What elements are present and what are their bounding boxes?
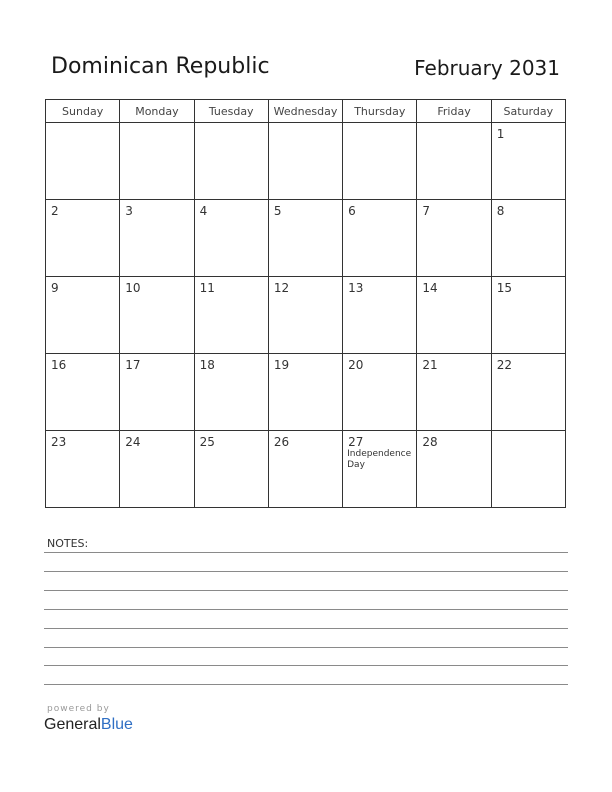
calendar-day-cell bbox=[491, 200, 565, 277]
day-number: 13 bbox=[348, 281, 364, 295]
notes-label: NOTES: bbox=[47, 537, 89, 550]
weekday-header: Monday bbox=[120, 100, 194, 123]
day-number: 24 bbox=[125, 435, 141, 449]
notes-line bbox=[44, 628, 568, 629]
day-number: 23 bbox=[51, 435, 67, 449]
day-number: 12 bbox=[273, 281, 290, 295]
calendar-week-row bbox=[46, 123, 566, 200]
calendar-day-cell bbox=[268, 277, 342, 354]
calendar-day-cell bbox=[46, 200, 120, 277]
day-number: 10 bbox=[125, 281, 141, 295]
day-number: 21 bbox=[422, 358, 438, 372]
calendar-day-cell bbox=[343, 277, 417, 354]
day-number: 27 bbox=[348, 435, 364, 449]
calendar-day-cell bbox=[417, 354, 491, 431]
calendar-day-cell bbox=[46, 277, 120, 354]
calendar-day-cell bbox=[343, 200, 417, 277]
weekday-header: Thursday bbox=[343, 100, 417, 123]
notes-line bbox=[44, 609, 568, 610]
weekday-header: Tuesday bbox=[194, 100, 268, 123]
day-number: 7 bbox=[422, 204, 431, 218]
day-number: 14 bbox=[422, 281, 438, 295]
calendar-day-cell bbox=[120, 200, 194, 277]
brand-general: General bbox=[44, 716, 101, 733]
calendar-day-cell bbox=[46, 354, 120, 431]
day-number: 26 bbox=[273, 435, 290, 449]
calendar-day-cell bbox=[268, 123, 342, 200]
holiday-label: Independence Day bbox=[347, 449, 412, 470]
notes-line bbox=[44, 684, 568, 685]
calendar-day-cell bbox=[46, 431, 120, 508]
day-number: 4 bbox=[199, 204, 208, 218]
calendar-week-row bbox=[46, 431, 566, 508]
calendar-day-cell bbox=[491, 354, 565, 431]
calendar-day-cell bbox=[268, 200, 342, 277]
calendar-day-cell bbox=[491, 431, 565, 508]
weekday-header: Friday bbox=[417, 100, 491, 123]
day-number: 1 bbox=[496, 127, 505, 141]
calendar-day-cell bbox=[343, 123, 417, 200]
calendar-day-cell bbox=[417, 200, 491, 277]
calendar-day-cell bbox=[268, 431, 342, 508]
day-number: 9 bbox=[51, 281, 59, 295]
weekday-header: Saturday bbox=[491, 100, 565, 123]
calendar-day-cell bbox=[120, 277, 194, 354]
calendar-day-cell bbox=[194, 277, 268, 354]
calendar-day-cell bbox=[491, 277, 565, 354]
powered-by-text: powered by bbox=[47, 704, 110, 714]
weekday-header: Sunday bbox=[46, 100, 120, 123]
day-number: 18 bbox=[199, 358, 215, 372]
calendar-day-cell bbox=[491, 123, 565, 200]
day-number: 11 bbox=[199, 281, 215, 295]
day-number: 17 bbox=[125, 358, 141, 372]
notes-line bbox=[44, 571, 568, 572]
page-title: Dominican Republic bbox=[51, 54, 270, 79]
brand-blue: Blue bbox=[100, 716, 133, 733]
weekday-header: Wednesday bbox=[268, 100, 342, 123]
day-number: 19 bbox=[273, 358, 290, 372]
calendar-day-cell bbox=[417, 277, 491, 354]
notes-line bbox=[44, 590, 568, 591]
calendar-day-cell bbox=[120, 354, 194, 431]
calendar-day-cell bbox=[194, 200, 268, 277]
calendar-week-row bbox=[46, 354, 566, 431]
calendar-day-cell bbox=[343, 431, 417, 508]
generalblue-logo bbox=[44, 716, 133, 734]
month-year-title: February 2031 bbox=[414, 56, 560, 80]
day-number: 8 bbox=[496, 204, 505, 218]
calendar-day-cell bbox=[417, 123, 491, 200]
calendar-day-cell bbox=[120, 123, 194, 200]
calendar-day-cell bbox=[46, 123, 120, 200]
weekday-header-row bbox=[46, 100, 566, 123]
calendar-day-cell bbox=[194, 431, 268, 508]
calendar-day-cell bbox=[343, 354, 417, 431]
calendar-day-cell bbox=[120, 431, 194, 508]
day-number: 6 bbox=[348, 204, 356, 218]
notes-line bbox=[44, 647, 568, 648]
day-number: 16 bbox=[51, 358, 67, 372]
calendar-grid bbox=[45, 99, 566, 508]
calendar-week-row bbox=[46, 200, 566, 277]
day-number: 15 bbox=[496, 281, 512, 295]
calendar-day-cell bbox=[194, 123, 268, 200]
day-number: 25 bbox=[199, 435, 215, 449]
day-number: 28 bbox=[422, 435, 438, 449]
calendar-day-cell bbox=[194, 354, 268, 431]
notes-line bbox=[44, 665, 568, 666]
calendar-day-cell bbox=[417, 431, 491, 508]
day-number: 2 bbox=[51, 204, 59, 218]
day-number: 3 bbox=[125, 204, 133, 218]
notes-line bbox=[44, 552, 568, 553]
calendar-week-row bbox=[46, 277, 566, 354]
day-number: 22 bbox=[496, 358, 512, 372]
day-number: 5 bbox=[273, 204, 282, 218]
day-number: 20 bbox=[348, 358, 364, 372]
calendar-day-cell bbox=[268, 354, 342, 431]
